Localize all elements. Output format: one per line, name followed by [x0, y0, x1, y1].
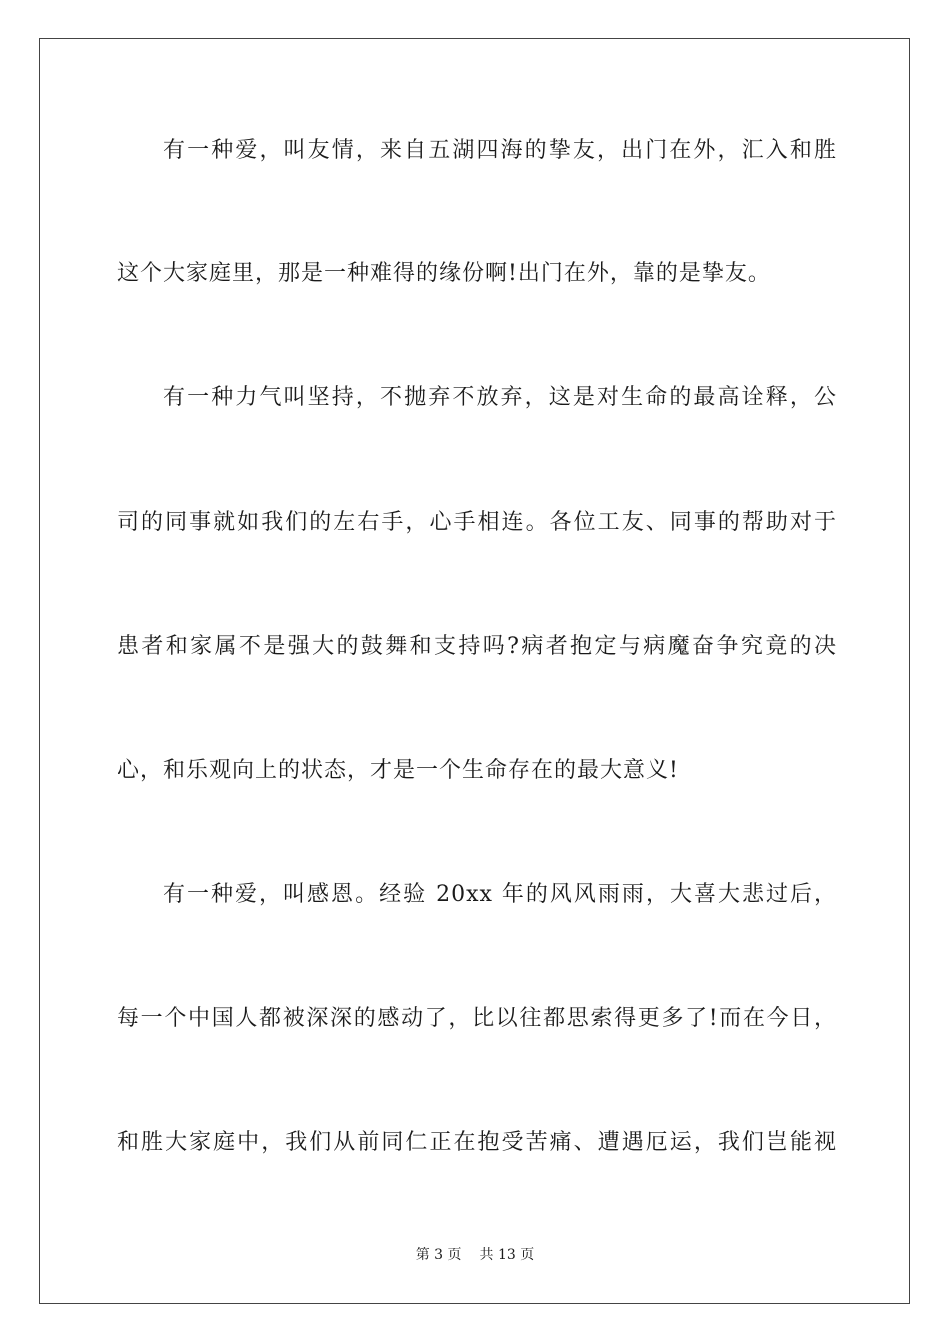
- page-total: 共 13 页: [479, 1247, 535, 1263]
- paragraph-1-line-2: 这个大家庭里，那是一种难得的缘份啊!出门在外，靠的是挚友。: [117, 261, 771, 286]
- paragraph-3-line-3: 和胜大家庭中，我们从前同仁正在抱受苦痛、遭遇厄运，我们岂能视: [117, 1130, 837, 1155]
- page-footer: [0, 1246, 950, 1264]
- paragraph-3-line-2: 每一个中国人都被深深的感动了，比以往都思索得更多了!而在今日，: [117, 1006, 837, 1031]
- paragraph-2-line-2: 司的同事就如我们的左右手，心手相连。各位工友、同事的帮助对于: [117, 510, 837, 535]
- paragraph-2-line-4: 心，和乐观向上的状态，才是一个生命存在的最大意义!: [117, 758, 679, 783]
- paragraph-1-line-1: 有一种爱，叫友情，来自五湖四海的挚友，出门在外，汇入和胜: [163, 138, 837, 163]
- page-border: [39, 38, 910, 1304]
- page-number: 第 3 页: [415, 1247, 462, 1263]
- paragraph-3-line-1: 有一种爱，叫感恩。经验 20xx 年的风风雨雨，大喜大悲过后，: [163, 882, 837, 907]
- paragraph-2-line-1: 有一种力气叫坚持，不抛弃不放弃，这是对生命的最高诠释，公: [163, 385, 837, 410]
- paragraph-2-line-3: 患者和家属不是强大的鼓舞和支持吗?病者抱定与病魔奋争究竟的决: [117, 634, 837, 659]
